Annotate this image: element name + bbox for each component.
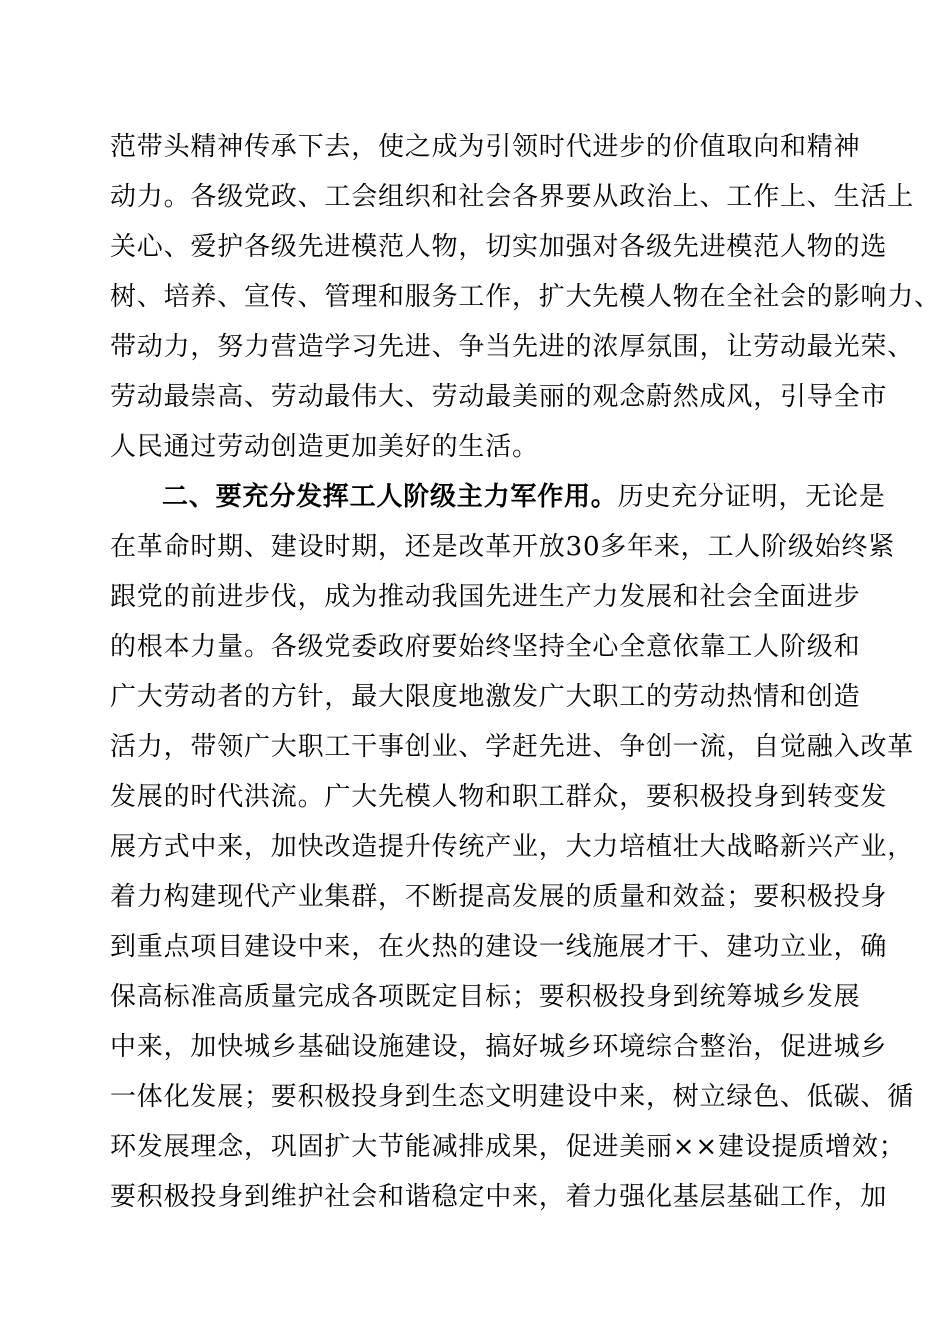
paragraph-line: 在革命时期、建设时期，还是改革开放30多年来，工人阶级始终紧	[110, 532, 896, 562]
paragraph-line: 中来，加快城乡基础设施建设，搞好城乡环境综合整治，促进城乡	[110, 1032, 888, 1062]
paragraph-line: 跟党的前进步伐，成为推动我国先进生产力发展和社会全面进步	[110, 582, 861, 612]
section-heading: 二、要充分发挥工人阶级主力军作用。	[162, 482, 618, 512]
paragraph-line: 人民通过劳动创造更加美好的生活。	[110, 432, 539, 462]
paragraph-line: 环发展理念，巩固扩大节能减排成果，促进美丽××建设提质增效；	[110, 1132, 906, 1162]
paragraph-line: 关心、爱护各级先进模范人物，切实加强对各级先进模范人物的选	[110, 232, 888, 262]
paragraph-line: 展方式中来，加快改造提升传统产业，大力培植壮大战略新兴产业，	[110, 832, 915, 862]
paragraph-line: 一体化发展；要积极投身到生态文明建设中来，树立绿色、低碳、循	[110, 1082, 915, 1112]
paragraph-line: 着力构建现代产业集群，不断提高发展的质量和效益；要积极投身	[110, 882, 888, 912]
paragraph-line: 到重点项目建设中来，在火热的建设一线施展才干、建功立业，确	[110, 932, 888, 962]
paragraph-line: 动力。各级党政、工会组织和社会各界要从政治上、工作上、生活上	[110, 182, 915, 212]
paragraph-line: 树、培养、宣传、管理和服务工作，扩大先模人物在全社会的影响力、	[110, 282, 941, 312]
section-lead-text: 历史充分证明，无论是	[617, 482, 886, 512]
paragraph-line: 的根本力量。各级党委政府要始终坚持全心全意依靠工人阶级和	[110, 632, 861, 662]
paragraph-line: 带动力，努力营造学习先进、争当先进的浓厚氛围，让劳动最光荣、	[110, 332, 915, 362]
paragraph-line: 要积极投身到维护社会和谐稳定中来，着力强化基层基础工作，加	[110, 1182, 888, 1212]
paragraph-line: 范带头精神传承下去，使之成为引领时代进步的价值取向和精神	[110, 132, 861, 162]
paragraph-line: 广大劳动者的方针，最大限度地激发广大职工的劳动热情和创造	[110, 682, 861, 712]
paragraph-line: 发展的时代洪流。广大先模人物和职工群众，要积极投身到转变发	[110, 782, 888, 812]
section-first-line	[162, 481, 886, 513]
paragraph-line: 保高标准高质量完成各项既定目标；要积极投身到统筹城乡发展	[110, 982, 861, 1012]
paragraph-line: 劳动最崇高、劳动最伟大、劳动最美丽的观念蔚然成风，引导全市	[110, 382, 888, 412]
paragraph-line: 活力，带领广大职工干事创业、学赶先进、争创一流，自觉融入改革	[110, 732, 915, 762]
